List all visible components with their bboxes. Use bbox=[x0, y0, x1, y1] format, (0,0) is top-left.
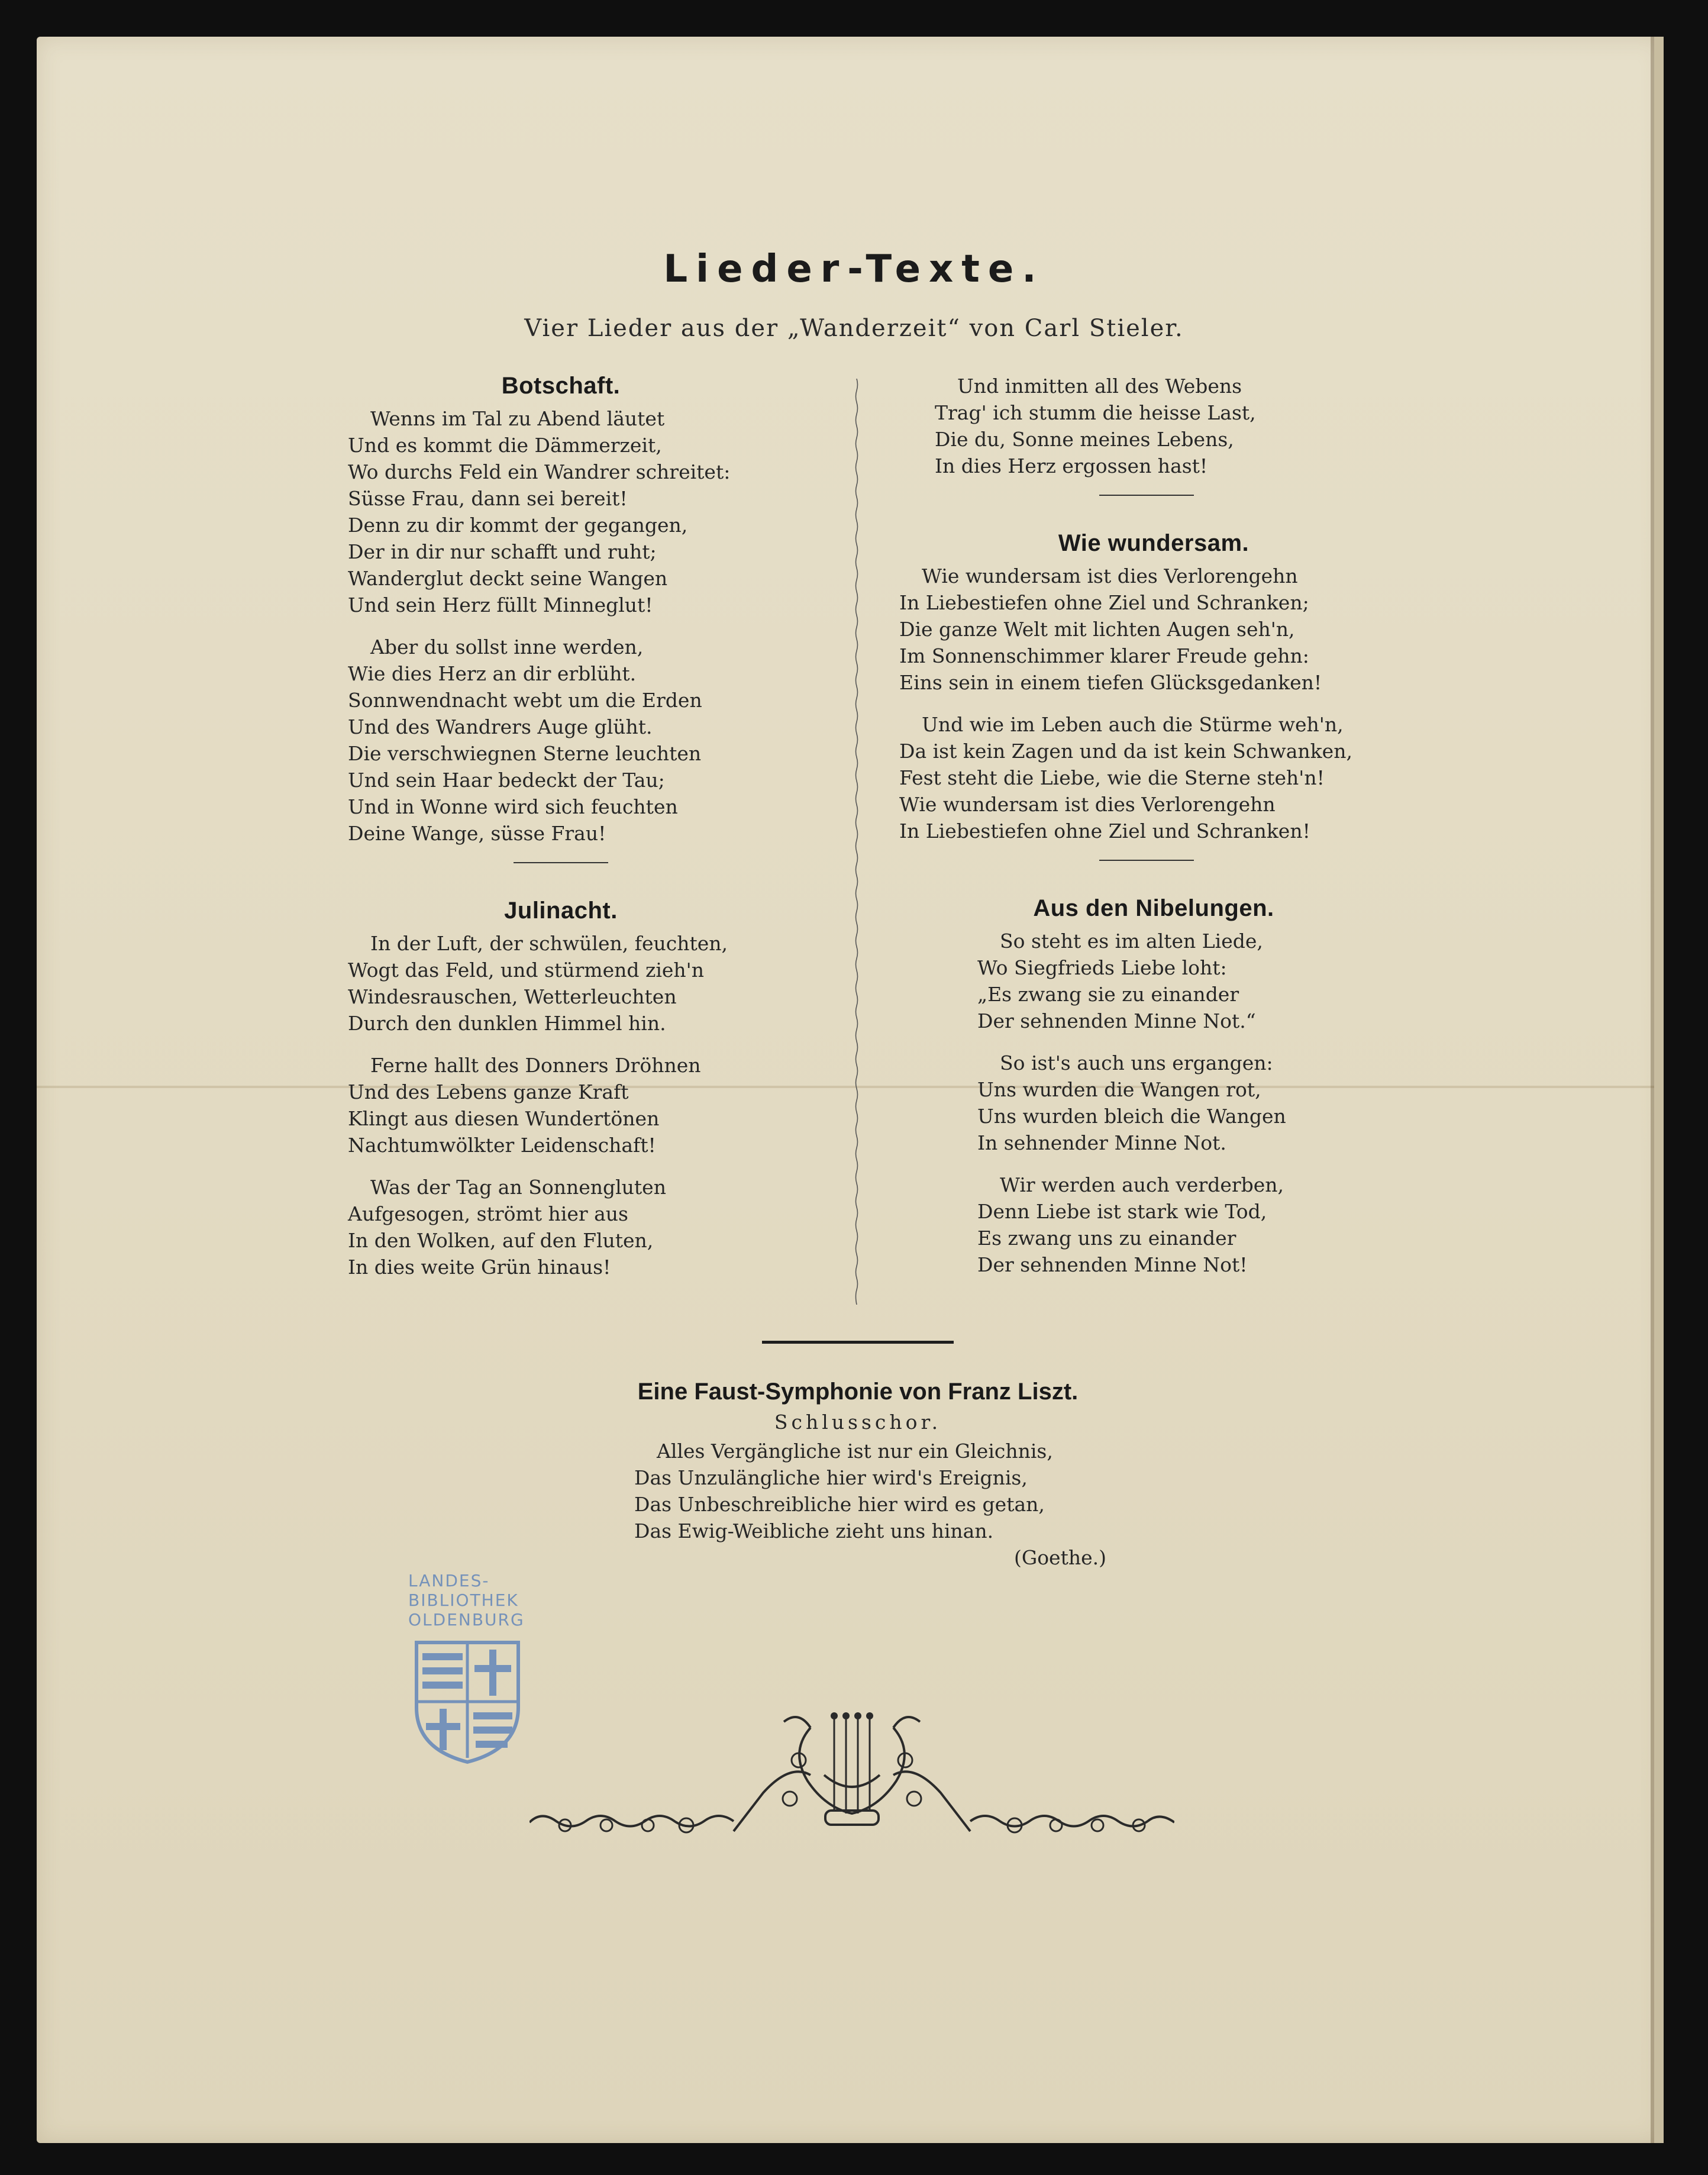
verse-line: Der sehnenden Minne Not! bbox=[977, 1253, 1248, 1276]
verse-line: In den Wolken, auf den Fluten, bbox=[348, 1229, 654, 1252]
verse-line: Süsse Frau, dann sei bereit! bbox=[348, 487, 628, 510]
verse-line: Wie dies Herz an dir erblüht. bbox=[348, 662, 637, 685]
verse-line: Im Sonnenschimmer klarer Freude gehn: bbox=[899, 644, 1309, 667]
song-title-wie-wundersam: Wie wundersam. bbox=[1058, 530, 1249, 556]
verse-line: Klingt aus diesen Wundertönen bbox=[348, 1107, 660, 1130]
faust-title: Eine Faust-Symphonie von Franz Liszt. bbox=[637, 1379, 1079, 1405]
nibelungen-block bbox=[977, 928, 1408, 1278]
page-subtitle: Vier Lieder aus der „Wanderzeit“ von Carl Stieler. bbox=[524, 315, 1184, 342]
verse-line: Wo Siegfrieds Liebe loht: bbox=[977, 956, 1227, 979]
verse-line: In Liebestiefen ohne Ziel und Schranken! bbox=[899, 819, 1310, 843]
faust-attribution: (Goethe.) bbox=[1013, 1546, 1106, 1569]
verse-line: Wie wundersam ist dies Verlorengehn bbox=[922, 564, 1298, 588]
coat-of-arms-icon bbox=[408, 1637, 527, 1767]
verse-line: Und inmitten all des Webens bbox=[957, 375, 1242, 398]
song-title-nibelungen: Aus den Nibelungen. bbox=[1033, 895, 1274, 921]
section-separator bbox=[1099, 495, 1194, 496]
verse-line: Und in Wonne wird sich feuchten bbox=[348, 795, 678, 818]
bottom-rule bbox=[762, 1341, 954, 1344]
verse-line: Die du, Sonne meines Lebens, bbox=[935, 428, 1234, 451]
verse-line: Es zwang uns zu einander bbox=[977, 1227, 1236, 1250]
stanza bbox=[977, 1172, 1408, 1278]
library-stamp bbox=[408, 1571, 532, 1772]
verse-line: Sonnwendnacht webt um die Erden bbox=[348, 689, 702, 712]
paper-edge bbox=[1654, 37, 1664, 2143]
stanza bbox=[348, 1052, 774, 1159]
verse-line: Das Ewig-Weibliche zieht uns hinan. bbox=[634, 1519, 994, 1542]
right-column bbox=[899, 373, 1408, 1293]
verse-line: Was der Tag an Sonnengluten bbox=[370, 1176, 666, 1199]
verse-line: Wo durchs Feld ein Wandrer schreitet: bbox=[348, 460, 731, 483]
verse-line: In der Luft, der schwülen, feuchten, bbox=[370, 932, 728, 955]
verse-line: Windesrauschen, Wetterleuchten bbox=[348, 985, 677, 1008]
verse-line: Uns wurden bleich die Wangen bbox=[977, 1105, 1286, 1128]
verse-line: Und wie im Leben auch die Stürme weh'n, bbox=[922, 713, 1344, 736]
stanza bbox=[899, 711, 1408, 844]
verse-line: Die ganze Welt mit lichten Augen seh'n, bbox=[899, 618, 1295, 641]
verse-line: Und sein Herz füllt Minneglut! bbox=[348, 593, 653, 617]
verse-line: Fest steht die Liebe, wie die Sterne steh'n! bbox=[899, 766, 1325, 789]
verse-line: Deine Wange, süsse Frau! bbox=[348, 822, 606, 845]
faust-section bbox=[592, 1379, 1124, 1571]
stanza bbox=[977, 928, 1408, 1034]
verse-line: Der sehnenden Minne Not.“ bbox=[977, 1009, 1256, 1032]
song-title-botschaft: Botschaft. bbox=[501, 373, 621, 399]
verse-line: Und des Wandrers Auge glüht. bbox=[348, 715, 653, 738]
verse-line: In dies weite Grün hinaus! bbox=[348, 1256, 611, 1279]
verse-line: Eins sein in einem tiefen Glücksgedanken! bbox=[899, 671, 1322, 694]
verse-line: So ist's auch uns ergangen: bbox=[1000, 1051, 1273, 1074]
verse-line: Das Unzulängliche hier wird's Ereignis, bbox=[634, 1466, 1028, 1489]
verse-line: Alles Vergängliche ist nur ein Gleichnis, bbox=[657, 1440, 1053, 1463]
stamp-line: OLDENBURG bbox=[408, 1610, 525, 1629]
section-separator bbox=[514, 862, 608, 863]
verse-line: Wie wundersam ist dies Verlorengehn bbox=[899, 793, 1276, 816]
verse-line: Aber du sollst inne werden, bbox=[370, 635, 644, 659]
stamp-line: BIBLIOTHEK bbox=[408, 1590, 519, 1610]
stanza bbox=[348, 634, 774, 847]
verse-line: Die verschwiegnen Sterne leuchten bbox=[348, 742, 702, 765]
stanza bbox=[348, 1174, 774, 1280]
verse-line: So steht es im alten Liede, bbox=[1000, 930, 1263, 953]
faust-verse bbox=[634, 1438, 1124, 1544]
verse-line: „Es zwang sie zu einander bbox=[977, 983, 1239, 1006]
verse-line: Denn zu dir kommt der gegangen, bbox=[348, 514, 688, 537]
verse-line: Wogt das Feld, und stürmend zieh'n bbox=[348, 959, 705, 982]
paper-fold-horizontal bbox=[37, 1086, 1664, 1088]
verse-line: In Liebestiefen ohne Ziel und Schranken; bbox=[899, 591, 1309, 614]
verse-line: Und sein Haar bedeckt der Tau; bbox=[348, 769, 665, 792]
verse-line: Und es kommt die Dämmerzeit, bbox=[348, 434, 662, 457]
verse-line: Da ist kein Zagen und da ist kein Schwanken, bbox=[899, 740, 1352, 763]
verse-line: Durch den dunklen Himmel hin. bbox=[348, 1012, 666, 1035]
verse-line: Und des Lebens ganze Kraft bbox=[348, 1080, 629, 1103]
verse-line: Uns wurden die Wangen rot, bbox=[977, 1078, 1261, 1101]
verse-line: In dies Herz ergossen hast! bbox=[935, 454, 1208, 477]
verse-line: Wenns im Tal zu Abend läutet bbox=[370, 407, 665, 430]
column-divider bbox=[854, 379, 859, 1305]
verse-line: Das Unbeschreibliche hier wird es getan, bbox=[634, 1493, 1045, 1516]
verse-line: Wir werden auch verderben, bbox=[1000, 1173, 1284, 1196]
stanza bbox=[348, 930, 774, 1037]
verse-line: In sehnender Minne Not. bbox=[977, 1131, 1226, 1154]
stamp-line: LANDES- bbox=[408, 1571, 490, 1590]
page-title: Lieder-Texte. bbox=[663, 247, 1045, 291]
left-column bbox=[348, 373, 774, 1296]
stanza bbox=[935, 373, 1408, 479]
verse-line: Denn Liebe ist stark wie Tod, bbox=[977, 1200, 1267, 1223]
section-separator bbox=[1099, 860, 1194, 861]
verse-line: Wanderglut deckt seine Wangen bbox=[348, 567, 668, 590]
stanza bbox=[977, 1050, 1408, 1156]
song-title-julinacht: Julinacht. bbox=[504, 898, 618, 924]
lyre-ornament-icon bbox=[529, 1704, 1174, 1846]
verse-line: Ferne hallt des Donners Dröhnen bbox=[370, 1054, 701, 1077]
stanza bbox=[899, 563, 1408, 696]
verse-line: Der in dir nur schafft und ruht; bbox=[348, 540, 657, 563]
verse-line: Trag' ich stumm die heisse Last, bbox=[935, 401, 1256, 424]
verse-line: Nachtumwölkter Leidenschaft! bbox=[348, 1134, 656, 1157]
stanza bbox=[348, 405, 774, 618]
verse-line: Aufgesogen, strömt hier aus bbox=[348, 1202, 628, 1225]
faust-subtitle: Schlusschor. bbox=[774, 1411, 942, 1434]
